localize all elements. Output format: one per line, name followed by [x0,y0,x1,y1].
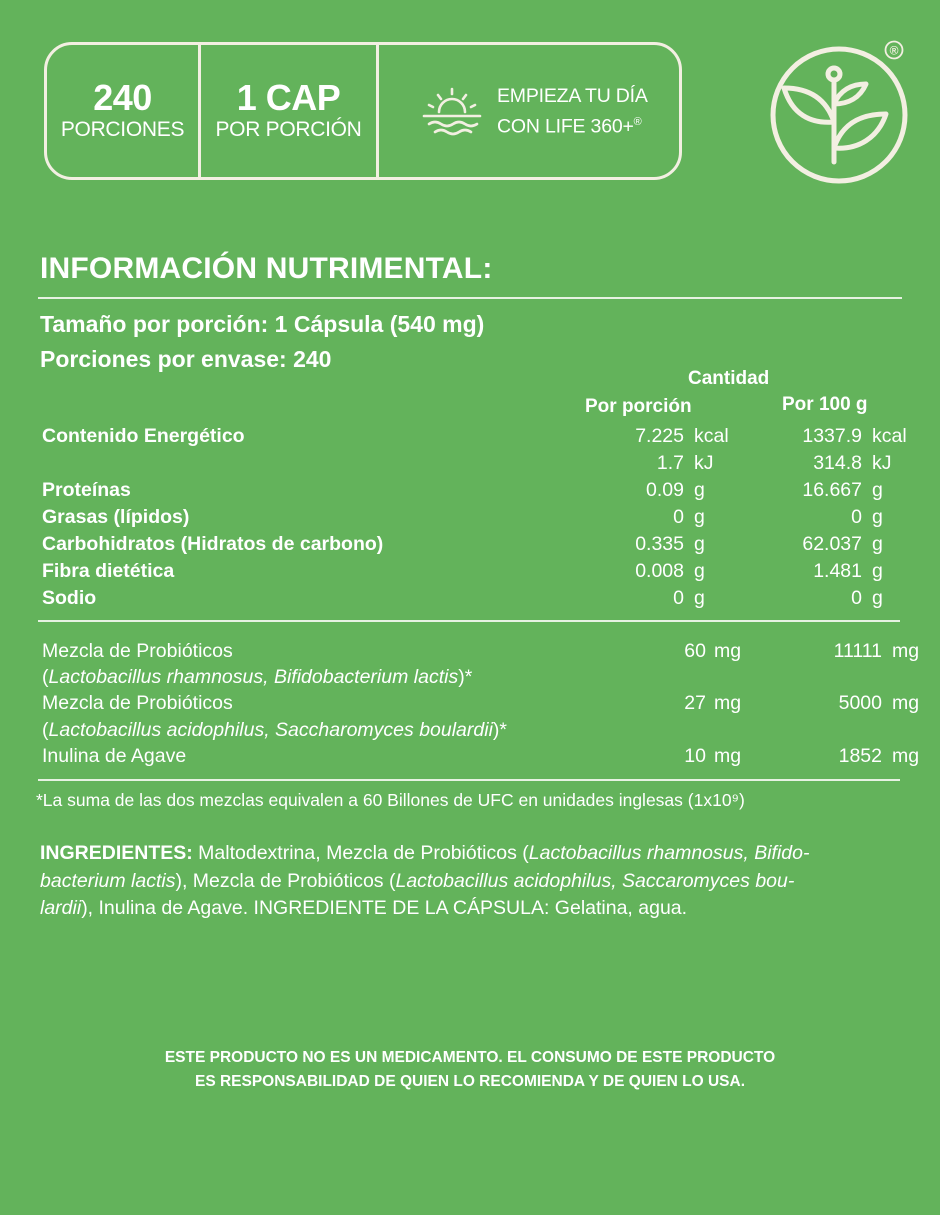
portions-label: PORCIONES [60,118,185,141]
nutrient-row [42,587,902,613]
slogan-line-1: EMPIEZA TU DÍA [497,84,648,107]
ingredients-italic: lardii [40,897,82,919]
per-100g-value: 1337.9 [802,425,862,447]
per-serving-unit: g [694,479,705,501]
registered-mark-text: ® [889,43,899,58]
per-100g-unit: kcal [872,425,907,447]
per-100g-value: 1852 [838,745,882,767]
per-100g-unit: mg [892,745,920,767]
ingredients-paragraph [40,840,910,923]
inulin-row [42,745,920,771]
per-100g-value: 0 [851,506,862,528]
per-serving-unit: kcal [694,425,729,447]
per-100g-header: Por 100 g [782,394,868,415]
servings-per-container: Porciones por envase: 240 [40,346,332,372]
ingredients-text: ), Inulina de Agave. INGREDIENTE DE LA CÁPSULA: Gelatina, agua. [81,897,688,919]
nutrient-row [42,506,902,532]
per-100g-value: 11111 [833,640,882,662]
nutrient-label: Proteínas [42,479,131,501]
per-serving-unit: g [694,506,705,528]
per-serving-unit: mg [714,692,742,714]
nutrient-label: Carbohidratos (Hidratos de carbono) [42,533,384,555]
per-serving-unit: g [694,533,705,555]
registered-mark [884,40,904,60]
strain-names: Lactobacillus rhamnosus, Bifidobacterium lactis [48,666,459,688]
ingredients-italic: bacterium lactis [40,869,176,892]
nutrient-row [42,533,902,559]
dose-label: POR PORCIÓN [215,118,362,141]
per-serving-unit: mg [714,745,742,767]
dose-value: 1 CAP [236,77,341,118]
per-100g-value: 0 [851,587,862,609]
quantity-header: Cantidad [688,368,770,389]
probiotic-strains: (Lactobacillus acidophilus, Saccharomyces boulardii)* [42,719,507,741]
ingredients-italic: Lactobacillus acidophilus, Saccaromyces bou- [395,869,795,892]
probiotic-label: Mezcla de Probióticos [42,692,233,714]
per-100g-unit: g [872,560,883,582]
nutrient-row [42,425,907,451]
portions-badge [47,45,201,177]
per-serving-header: Por porción [585,396,692,417]
per-serving-value: 0 [673,506,684,528]
info-badges [44,42,682,180]
ingredients-italic: Lactobacillus rhamnosus, Bifido- [528,842,810,864]
per-serving-unit: g [694,587,705,609]
divider [38,779,900,781]
per-serving-value: 0.09 [646,479,684,501]
nutrient-label: Contenido Energético [42,425,245,447]
per-100g-value: 314.8 [813,452,862,474]
per-serving-value: 10 [684,745,706,767]
per-serving-unit: mg [714,640,742,662]
probiotic-strains: (Lactobacillus rhamnosus, Bifidobacterium lactis)* [42,666,473,688]
slogan-badge [379,45,679,177]
nutrient-label: Fibra dietética [42,560,175,582]
ingredients-title: INGREDIENTES: [40,842,193,864]
per-100g-unit: mg [892,640,920,662]
strain-names: Lactobacillus acidophilus, Saccharomyces boulardii [48,719,493,741]
slogan-line-2: CON LIFE 360+ [497,115,634,138]
per-serving-value: 60 [684,640,706,662]
per-100g-unit: g [872,506,883,528]
disclaimer [0,1046,940,1094]
divider [38,620,900,622]
ingredients-text: Maltodextrina, Mezcla de Probióticos ( [192,842,529,864]
per-serving-unit: kJ [694,452,714,474]
disclaimer-line-1: ESTE PRODUCTO NO ES UN MEDICAMENTO. EL CONSUMO DE ESTE PRODUCTO [164,1049,776,1066]
sunrise-icon [421,86,483,136]
per-serving-value: 0 [673,587,684,609]
nutrient-row [42,452,902,478]
per-100g-value: 16.667 [802,479,862,501]
per-100g-unit: mg [892,692,920,714]
per-100g-unit: kJ [872,452,892,474]
per-100g-value: 62.037 [802,533,862,555]
disclaimer-line-2: ES RESPONSABILIDAD DE QUIEN LO RECOMIENDA Y DE QUIEN LO USA. [194,1073,746,1090]
per-serving-value: 1.7 [656,452,684,474]
per-serving-value: 27 [684,692,706,714]
per-100g-value: 5000 [838,692,882,714]
nutrient-row [42,479,902,505]
per-100g-value: 1.481 [813,560,862,582]
per-100g-unit: g [872,587,883,609]
nutrient-label: Sodio [42,587,97,609]
nutrition-heading: INFORMACIÓN NUTRIMENTAL: [40,252,493,285]
per-100g-unit: g [872,533,883,555]
nutrient-row [42,560,902,586]
probiotic-label: Mezcla de Probióticos [42,640,233,662]
inulin-label: Inulina de Agave [42,745,187,767]
per-100g-unit: g [872,479,883,501]
per-serving-value: 7.225 [635,425,684,447]
dose-badge [201,45,379,177]
footnote: *La suma de las dos mezclas equivalen a 60 Billones de UFC en unidades inglesas (1x10⁹) [36,790,745,810]
divider [38,297,902,299]
serving-size: Tamaño por porción: 1 Cápsula (540 mg) [40,311,485,337]
portions-value: 240 [93,77,152,118]
nutrient-label: Grasas (lípidos) [42,506,190,528]
slogan-registered-mark: ® [633,115,642,128]
per-serving-value: 0.335 [635,533,684,555]
plant-logo-icon [768,44,910,186]
slogan-text [497,83,648,140]
per-serving-value: 0.008 [635,560,684,582]
probiotic-row [42,692,920,718]
probiotic-row [42,640,920,666]
ingredients-text: ), Mezcla de Probióticos ( [175,869,396,892]
per-serving-unit: g [694,560,705,582]
